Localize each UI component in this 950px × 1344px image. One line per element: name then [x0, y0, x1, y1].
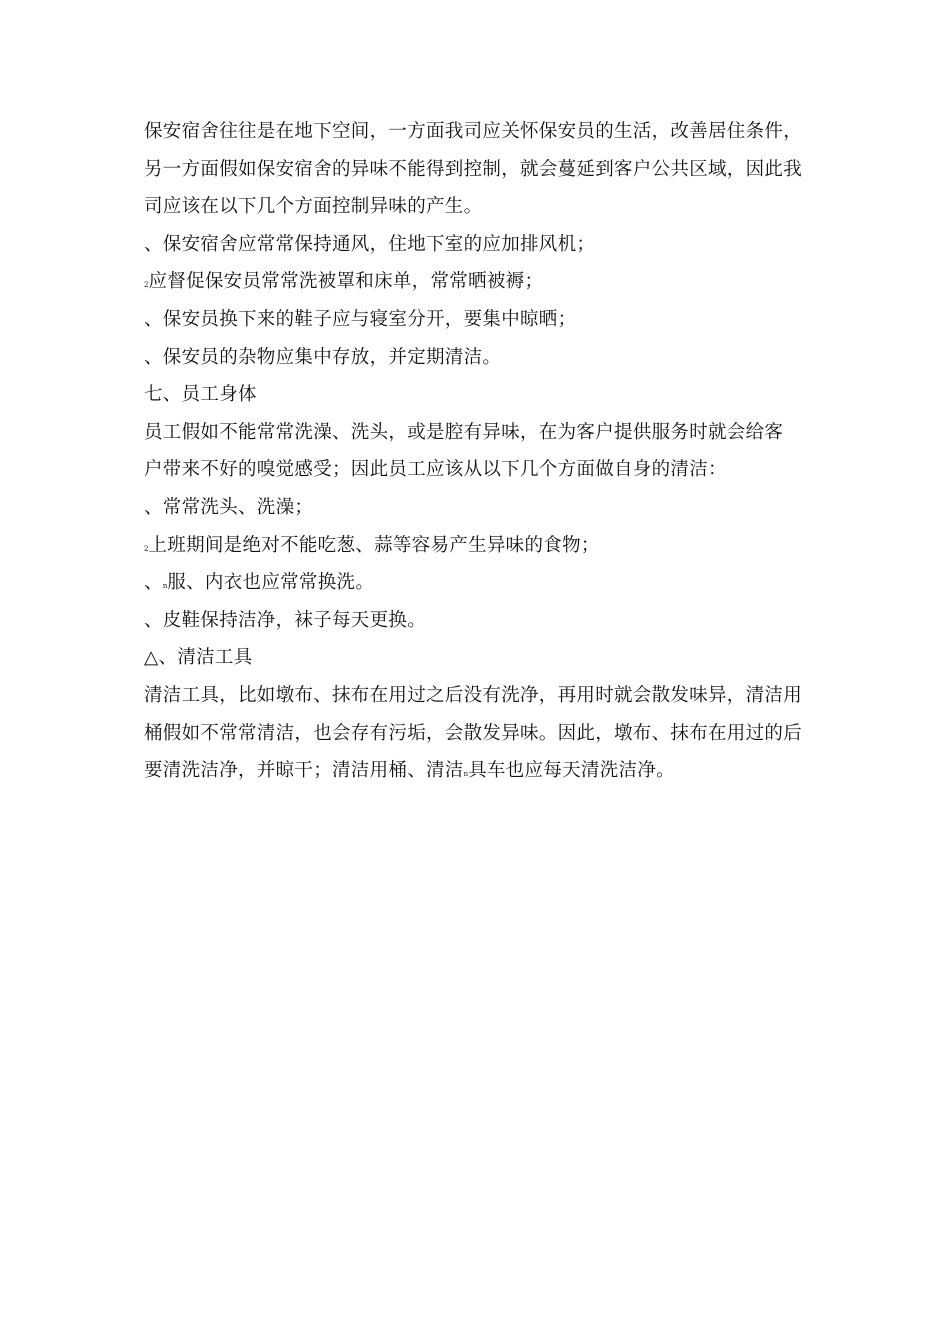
- list-marker: 2: [144, 544, 149, 553]
- inline-marker: n: [463, 770, 469, 779]
- list-item: [144, 564, 824, 602]
- paragraph-line: 桶假如不常常清洁，也会存有污垢，会散发异味。因此，墩布、抹布在用过的后: [144, 722, 803, 744]
- section-heading: △、清洁工具: [144, 647, 253, 669]
- paragraph-line: 户带来不好的嗅觉感受；因此员工应该从以下几个方面做自身的清洁：: [144, 459, 727, 481]
- document-body: [144, 113, 824, 790]
- list-item: 、保安员的杂物应集中存放，并定期清洁。: [144, 346, 502, 368]
- list-prefix: 、: [144, 572, 163, 594]
- paragraph-line: 司应该在以下几个方面控制异味的产生。: [144, 196, 483, 218]
- list-item: [144, 263, 824, 301]
- list-item-text: 应督促保安员常常洗被罩和床单，常常晒被褥；: [148, 271, 544, 293]
- paragraph-line: 清洁工具，比如墩布、抹布在用过之后没有洗净，再用时就会散发味异，清洁用: [144, 684, 803, 706]
- paragraph-text: 具车也应每天清洗洁净。: [468, 760, 675, 782]
- list-item: 、常常洗头、洗澡；: [144, 496, 314, 518]
- paragraph-line: 保安宿舍往往是在地下空间，一方面我司应关怀保安员的生活，改善居住条件，: [144, 121, 803, 142]
- list-marker: 2: [144, 281, 149, 290]
- list-marker: n: [162, 582, 168, 591]
- list-item: 、保安员换下来的鞋子应与寝室分开，要集中晾晒；: [144, 308, 577, 330]
- list-item: [144, 527, 824, 565]
- paragraph-line: [144, 752, 824, 790]
- list-item: 、保安宿舍应常常保持通风，住地下室的应加排风机；: [144, 233, 596, 255]
- section-heading: 七、员工身体: [144, 384, 257, 406]
- paragraph-line: 员工假如不能常常洗澡、洗头，或是腔有异味，在为客户提供服务时就会给客: [144, 421, 784, 443]
- paragraph-text: 要清洗洁净，并晾干；清洁用桶、清洁: [144, 760, 464, 782]
- paragraph-line: 另一方面假如保安宿舍的异味不能得到控制，就会蔓延到客户公共区域，因此我: [144, 158, 803, 180]
- list-item-text: 上班期间是绝对不能吃葱、蒜等容易产生异味的食物；: [148, 534, 600, 556]
- list-item-text: 服、内衣也应常常换洗。: [167, 572, 375, 594]
- list-item: 、皮鞋保持洁净，袜子每天更换。: [144, 609, 427, 631]
